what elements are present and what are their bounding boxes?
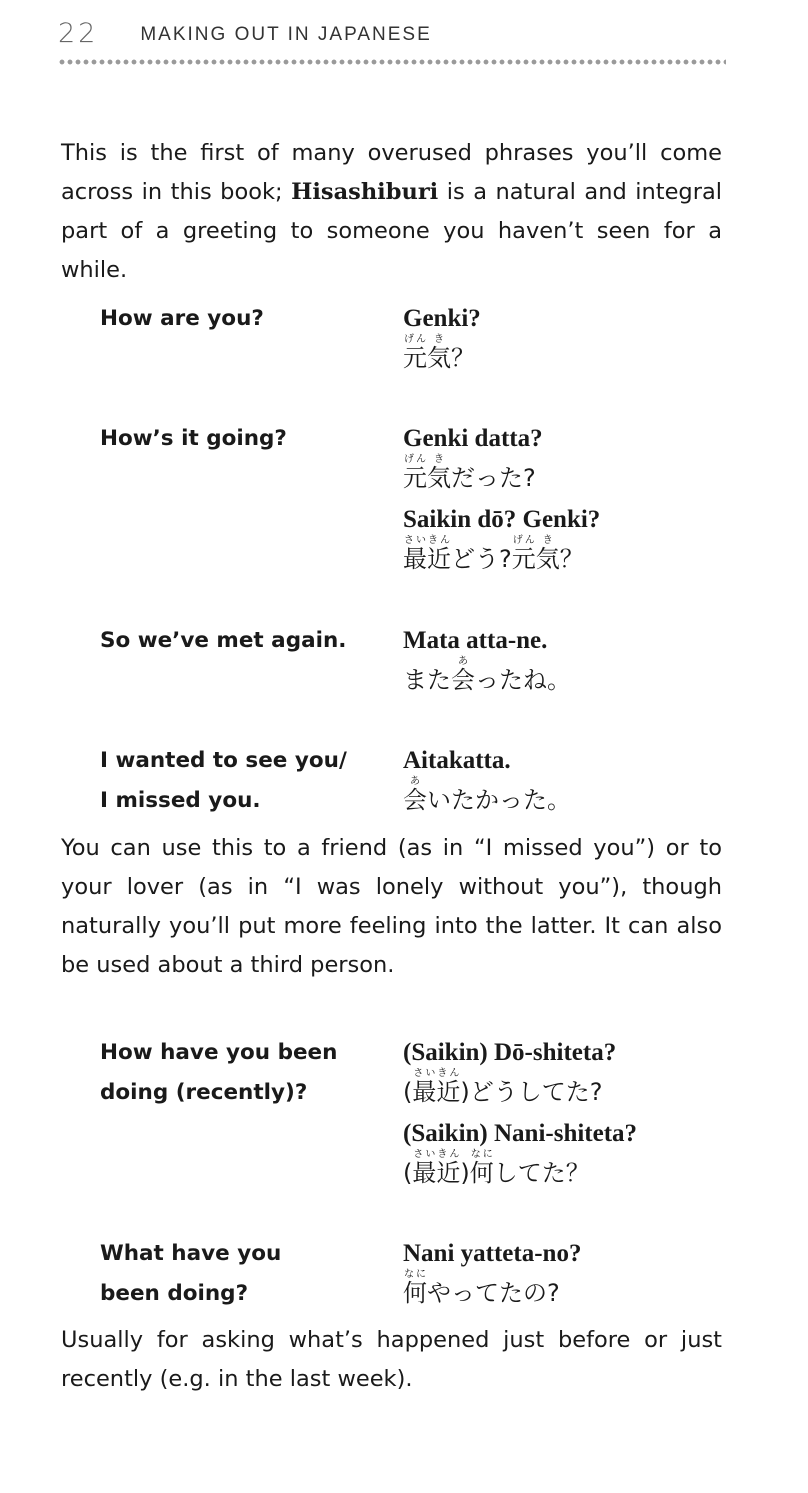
note-paragraph: Usually for asking what’s happened just before or just recently (e.g. in the last week). — [61, 1327, 722, 1392]
phrase-romaji: Genki datta? — [403, 425, 543, 452]
furigana: さい — [412, 1149, 437, 1160]
kanji-with-furigana: 何なに — [403, 1269, 427, 1307]
furigana: き — [535, 535, 560, 546]
kana-text: してた？ — [493, 1159, 590, 1187]
kana-text: ( — [403, 1159, 413, 1187]
phrase-japanese — [403, 454, 536, 492]
phrase-romaji: (Saikin) Dō-shiteta? — [403, 1039, 617, 1066]
kana-text: ？ — [559, 545, 584, 573]
note-paragraph: You can use this to a friend (as in “I missed you”) or to your lover (as in “I was lonely without you”), though naturally you’ll put more feeling into the latter. It can also be used about a third person. — [61, 835, 722, 978]
kanji-with-furigana: 気き — [427, 454, 451, 492]
kana-text: ( — [403, 1078, 413, 1106]
kanji-with-furigana: 最さい — [412, 1068, 437, 1106]
furigana: きん — [427, 535, 451, 546]
kanji-with-furigana: 近きん — [436, 1068, 461, 1106]
kana-text: ったね。 — [475, 666, 571, 694]
kana-text: ？ — [451, 344, 475, 372]
furigana: げん — [511, 535, 536, 546]
kana-text: だった? — [451, 464, 536, 492]
page-number: 22 — [58, 18, 99, 49]
kanji-with-furigana: 気き — [535, 535, 560, 573]
phrase-japanese — [403, 334, 475, 372]
running-title: MAKING OUT IN JAPANESE — [140, 24, 432, 45]
kana-text: ) — [460, 1159, 470, 1187]
phrase-romaji: Genki? — [403, 305, 481, 332]
furigana: きん — [436, 1149, 461, 1160]
furigana: あ — [403, 776, 427, 787]
kana-text: やってたの? — [427, 1279, 560, 1307]
kanji-with-furigana: 近きん — [436, 1149, 461, 1187]
phrase-japanese — [403, 1269, 560, 1307]
kanji-with-furigana: 元げん — [403, 454, 427, 492]
phrase-english: I wanted to see you/ I missed you. — [100, 748, 347, 813]
phrase-japanese — [403, 535, 584, 573]
kana-text: )どうしてた? — [460, 1078, 603, 1106]
kanji-with-furigana: 何なに — [469, 1149, 494, 1187]
furigana: き — [427, 454, 451, 465]
dotted-divider — [58, 58, 726, 66]
hisashiburi-term: Hisashiburi — [291, 179, 439, 205]
furigana: げん — [403, 454, 427, 465]
furigana: さい — [403, 535, 427, 546]
phrase-japanese — [403, 1068, 602, 1106]
kana-text: どう? — [451, 545, 512, 573]
furigana: あ — [451, 656, 475, 667]
kanji-with-furigana: 元げん — [511, 535, 536, 573]
kanji-with-furigana: 気き — [427, 334, 451, 372]
phrase-romaji: Saikin dō? Genki? — [403, 506, 601, 533]
phrase-japanese — [403, 1149, 590, 1187]
kanji-with-furigana: 会あ — [451, 656, 475, 694]
kanji-with-furigana: 近きん — [427, 535, 451, 573]
kanji-with-furigana: 元げん — [403, 334, 427, 372]
phrase-english: How are you? — [100, 306, 264, 331]
phrase-japanese — [403, 776, 571, 814]
phrase-english: How have you been doing (recently)? — [100, 1040, 338, 1105]
kana-text: また — [403, 666, 451, 694]
kanji-with-furigana: 最さい — [412, 1149, 437, 1187]
phrase-english: What have you been doing? — [100, 1241, 282, 1306]
kanji-with-furigana: 会あ — [403, 776, 427, 814]
furigana: きん — [436, 1068, 461, 1079]
page-header — [58, 18, 432, 54]
furigana: なに — [469, 1149, 494, 1160]
intro-paragraph: This is the first of many overused phrases you’ll come across in this book; Hisashiburi is a natural and integral part of a greeting to someone you haven’t seen for a while. — [61, 140, 722, 283]
furigana: き — [427, 334, 451, 345]
phrase-english: How’s it going? — [100, 426, 287, 451]
phrase-english: So we’ve met again. — [100, 628, 347, 653]
kanji-with-furigana: 最さい — [403, 535, 427, 573]
phrase-japanese — [403, 656, 571, 694]
phrase-romaji: Aitakatta. — [403, 747, 511, 774]
phrase-romaji: Nani yatteta-no? — [403, 1240, 582, 1267]
phrase-romaji: (Saikin) Nani-shiteta? — [403, 1120, 638, 1147]
furigana: さい — [412, 1068, 437, 1079]
phrase-romaji: Mata atta-ne. — [403, 627, 548, 654]
kana-text: いたかった。 — [427, 786, 571, 814]
furigana: なに — [403, 1269, 427, 1280]
furigana: げん — [403, 334, 427, 345]
